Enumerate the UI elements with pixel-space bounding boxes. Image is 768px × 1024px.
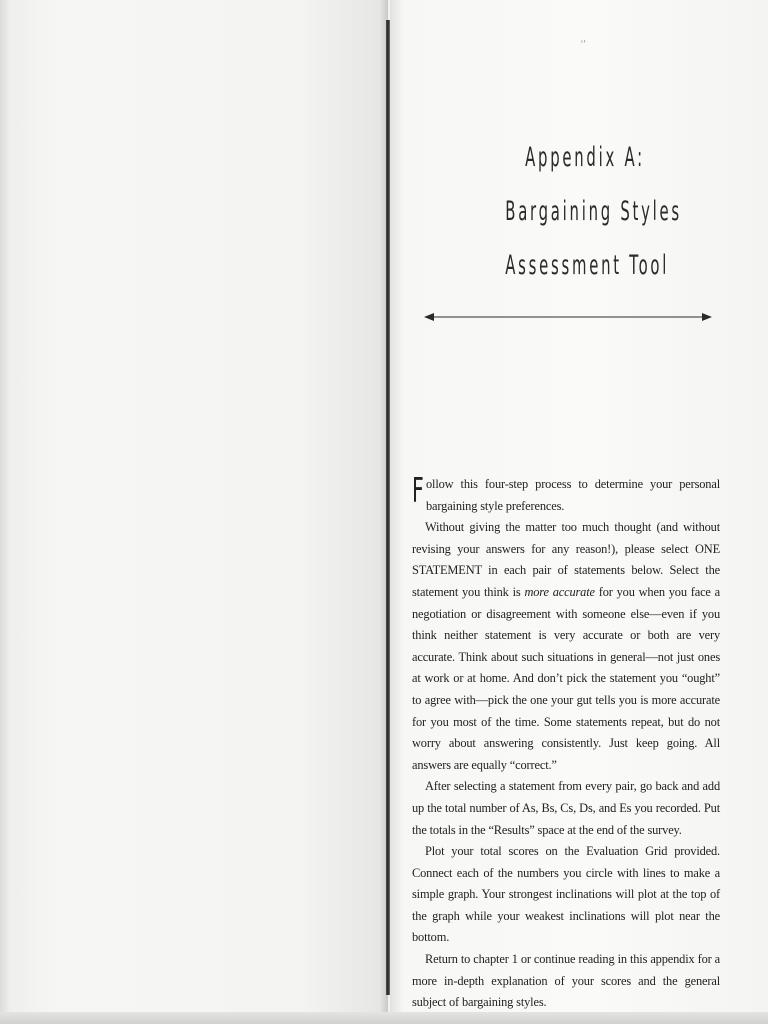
intro-text: ollow this four-step process to determine your personal bargaining style preferences. (426, 477, 720, 513)
appendix-title-line-3: Assessment Tool (505, 250, 670, 281)
scan-artifact: ʹʼ (580, 39, 589, 51)
double-arrow-rule (420, 308, 716, 326)
drop-cap: F (412, 471, 424, 511)
intro-paragraph (412, 471, 720, 517)
plot-paragraph: Plot your total scores on the Evaluation Grid provided. Connect each of the numbers you circle with lines to make a simple graph. Your strongest inclinations will plot at the top of the graph while your weakest inclinations will plot near the bottom. (412, 844, 720, 945)
return-paragraph: Return to chapter 1 or continue reading in this appendix for a more in-depth explanation of your scores and the general subject of bargaining styles. (412, 952, 720, 1010)
appendix-title-line-2: Bargaining Styles (505, 196, 682, 227)
emphasis-more-accurate: more accurate (524, 584, 595, 599)
selection-instructions-paragraph: Without giving the matter too much thought (and without revising your answers for any reason!), please select ONE STATEMENT in each pair of statements below. Select the statement you think is more accurate for you when you face a negotiation or disagreement with someone else—even if you think neither statement is very accurate or both are very accurate. Think about such situations in general—not just ones at work or at home. And don’t pick the statement you “ought” to agree with—pick the one your gut tells you is more accurate for you most of the time. Some statements repeat, but do not worry about answering consistently. Just keep going. All answers are equally “correct.” (412, 520, 720, 772)
page-bottom-edge (0, 1012, 768, 1024)
appendix-title-line-1: Appendix A: (525, 142, 645, 173)
instructions-text (412, 471, 720, 1014)
totals-paragraph: After selecting a statement from every pair, go back and add up the total number of As, Bs, Cs, Ds, and Es you recorded. Put the totals in the “Results” space at the end of the survey. (412, 779, 720, 837)
